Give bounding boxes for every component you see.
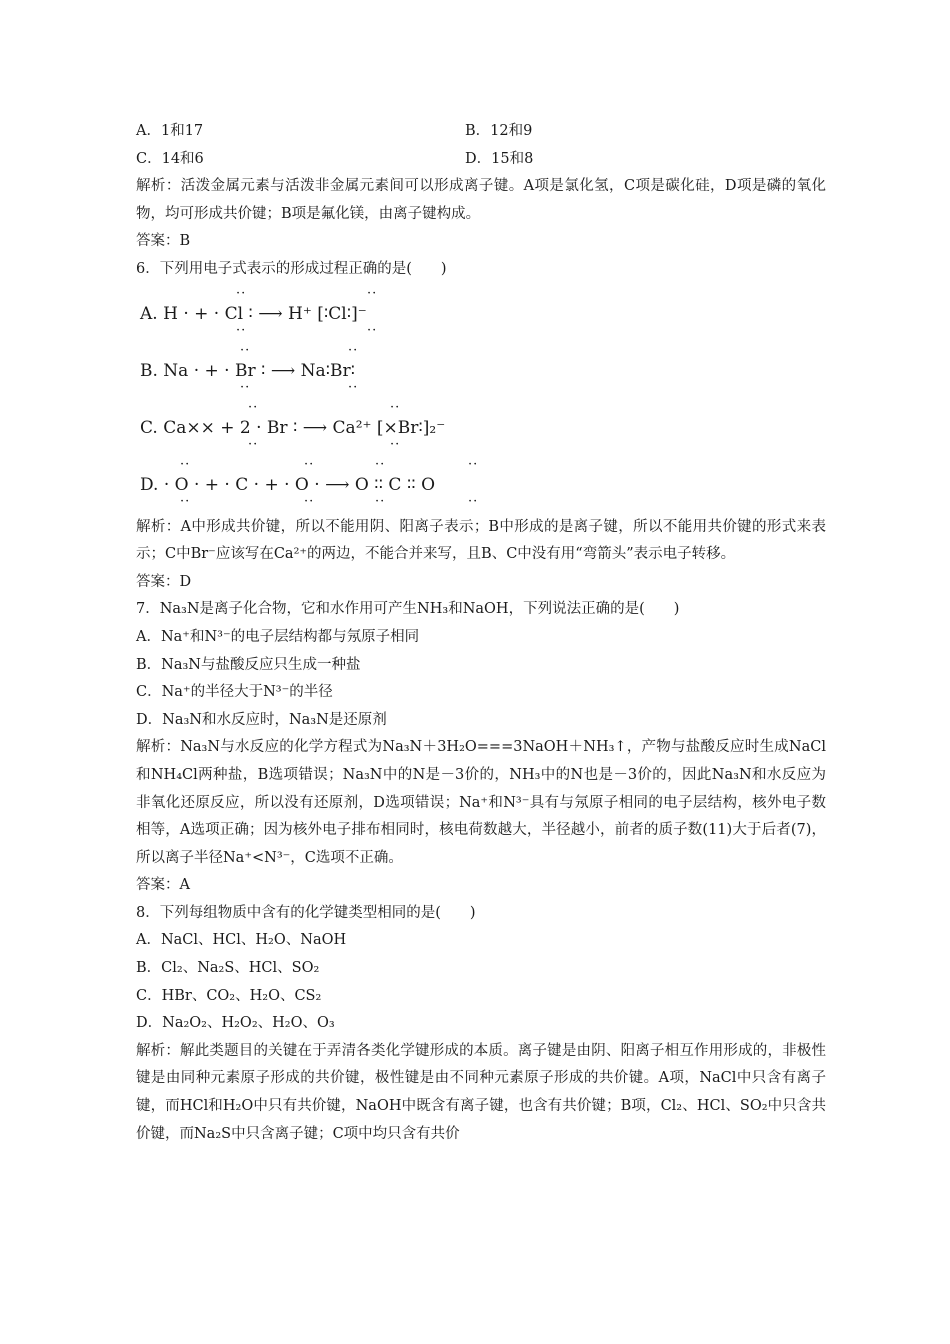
electron-dots: ·· (367, 322, 378, 338)
electron-dots: ·· (468, 493, 479, 509)
q6-formula-d (136, 455, 556, 512)
q6-formula-b-text: B. Na · + · Br ∶ ⟶ Na∶Br∶ (140, 360, 356, 381)
q7-option-a: A．Na⁺和N³⁻的电子层结构都与氖原子相同 (136, 628, 420, 645)
q5-option-c: C．14和6 (136, 150, 204, 167)
q5-analysis: 解析：活泼金属元素与活泼非金属元素间可以形成离子键。A项是氯化氢，C项是碳化硅，D项是磷的氧化物，均可形成共价键；B项是氟化镁，由离子键构成。 (136, 178, 826, 222)
electron-dots: ·· (248, 399, 259, 415)
electron-dots: ·· (236, 322, 247, 338)
electron-dots: ·· (375, 456, 386, 472)
q8-option-c: C．HBr、CO₂、H₂O、CS₂ (136, 987, 322, 1004)
electron-dots: ·· (468, 456, 479, 472)
q6-formula-a-text: A. H · + · Cl ∶ ⟶ H⁺ [∶Cl∶]⁻ (140, 303, 367, 324)
electron-dots: ·· (236, 285, 247, 301)
q6-formula-b (136, 341, 556, 398)
q8-analysis: 解析：解此类题目的关键在于弄清各类化学键形成的本质。离子键是由阴、阳离子相互作用形成的，非极性键是由同种元素原子形成的共价键，极性键是由不同种元素原子形成的共价键。A项，NaCl中只含有离子键，而HCl和H₂O中只有共价键，NaOH中既含有离子键，也含有共价键；B项，Cl₂、HCl、SO₂中只含共价键，而Na₂S中只含离子键；C项中均只含有共价 (136, 1042, 826, 1142)
q5-option-d: D．15和8 (465, 150, 534, 167)
electron-dots: ·· (367, 285, 378, 301)
electron-dots: ·· (304, 493, 315, 509)
q6-analysis: 解析：A中形成共价键，所以不能用阴、阳离子表示；B中形成的是离子键，所以不能用共价键的形式来表示；C中Br⁻应该写在Ca²⁺的两边，不能合并来写，且B、C中没有用“弯箭头”表示电子转移。 (136, 518, 826, 563)
electron-dots: ·· (375, 493, 386, 509)
q6-formula-d-text: D. · O · + · C · + · O · ⟶ O ∶∶ C ∶∶ O (140, 474, 436, 495)
q7-option-b: B．Na₃N与盐酸反应只生成一种盐 (136, 656, 361, 673)
q8-option-b: B．Cl₂、Na₂S、HCl、SO₂ (136, 960, 320, 977)
q8-option-d: D．Na₂O₂、H₂O₂、H₂O、O₃ (136, 1015, 335, 1032)
q6-formula-a (136, 284, 556, 341)
electron-dots: ·· (390, 399, 401, 415)
electron-dots: ·· (180, 493, 191, 509)
q5-option-a: A．1和17 (136, 123, 204, 139)
electron-dots: ·· (240, 379, 251, 395)
q6-answer: 答案：D (136, 573, 192, 590)
q5-options-row-2 (136, 146, 826, 174)
q6-formula-c-text: C. Ca×× + 2 · Br ∶ ⟶ Ca²⁺ [×Br∶]₂⁻ (140, 417, 446, 438)
q5-options-row-1 (136, 118, 826, 146)
electron-dots: ·· (348, 342, 359, 358)
electron-dots: ·· (240, 342, 251, 358)
electron-dots: ·· (180, 456, 191, 472)
q7-stem: 7．Na₃N是离子化合物，它和水作用可产生NH₃和NaOH，下列说法正确的是( ) (136, 601, 680, 618)
q7-option-d: D．Na₃N和水反应时，Na₃N是还原剂 (136, 711, 387, 728)
electron-dots: ·· (348, 379, 359, 395)
q7-analysis: 解析：Na₃N与水反应的化学方程式为Na₃N＋3H₂O===3NaOH＋NH₃↑，产物与盐酸反应时生成NaCl和NH₄Cl两种盐，B选项错误；Na₃N中的N是－3价的，NH₃中的N也是－3价的，因此Na₃N和水反应为非氧化还原反应，所以没有还原剂，D选项错误；Na⁺和N³⁻具有与氖原子相同的电子层结构，核外电子数相等，A选项正确；因为核外电子排布相同时，核电荷数越大，半径越小，前者的质子数(11)大于后者(7)，所以离子半径Na⁺<N³⁻，C选项不正确。 (136, 739, 826, 866)
q5-answer: 答案：B (136, 233, 191, 250)
document-page (136, 118, 826, 1148)
q7-option-c: C．Na⁺的半径大于N³⁻的半径 (136, 684, 333, 701)
q7-answer: 答案：A (136, 877, 190, 894)
q6-formula-c (136, 398, 556, 455)
electron-dots: ·· (390, 436, 401, 452)
q8-stem: 8．下列每组物质中含有的化学键类型相同的是( ) (136, 904, 476, 921)
q6-stem: 6．下列用电子式表示的形成过程正确的是( ) (136, 260, 447, 277)
q5-option-b: B．12和9 (465, 123, 533, 139)
electron-dots: ·· (248, 436, 259, 452)
q8-option-a: A．NaCl、HCl、H₂O、NaOH (136, 932, 347, 949)
electron-dots: ·· (304, 456, 315, 472)
